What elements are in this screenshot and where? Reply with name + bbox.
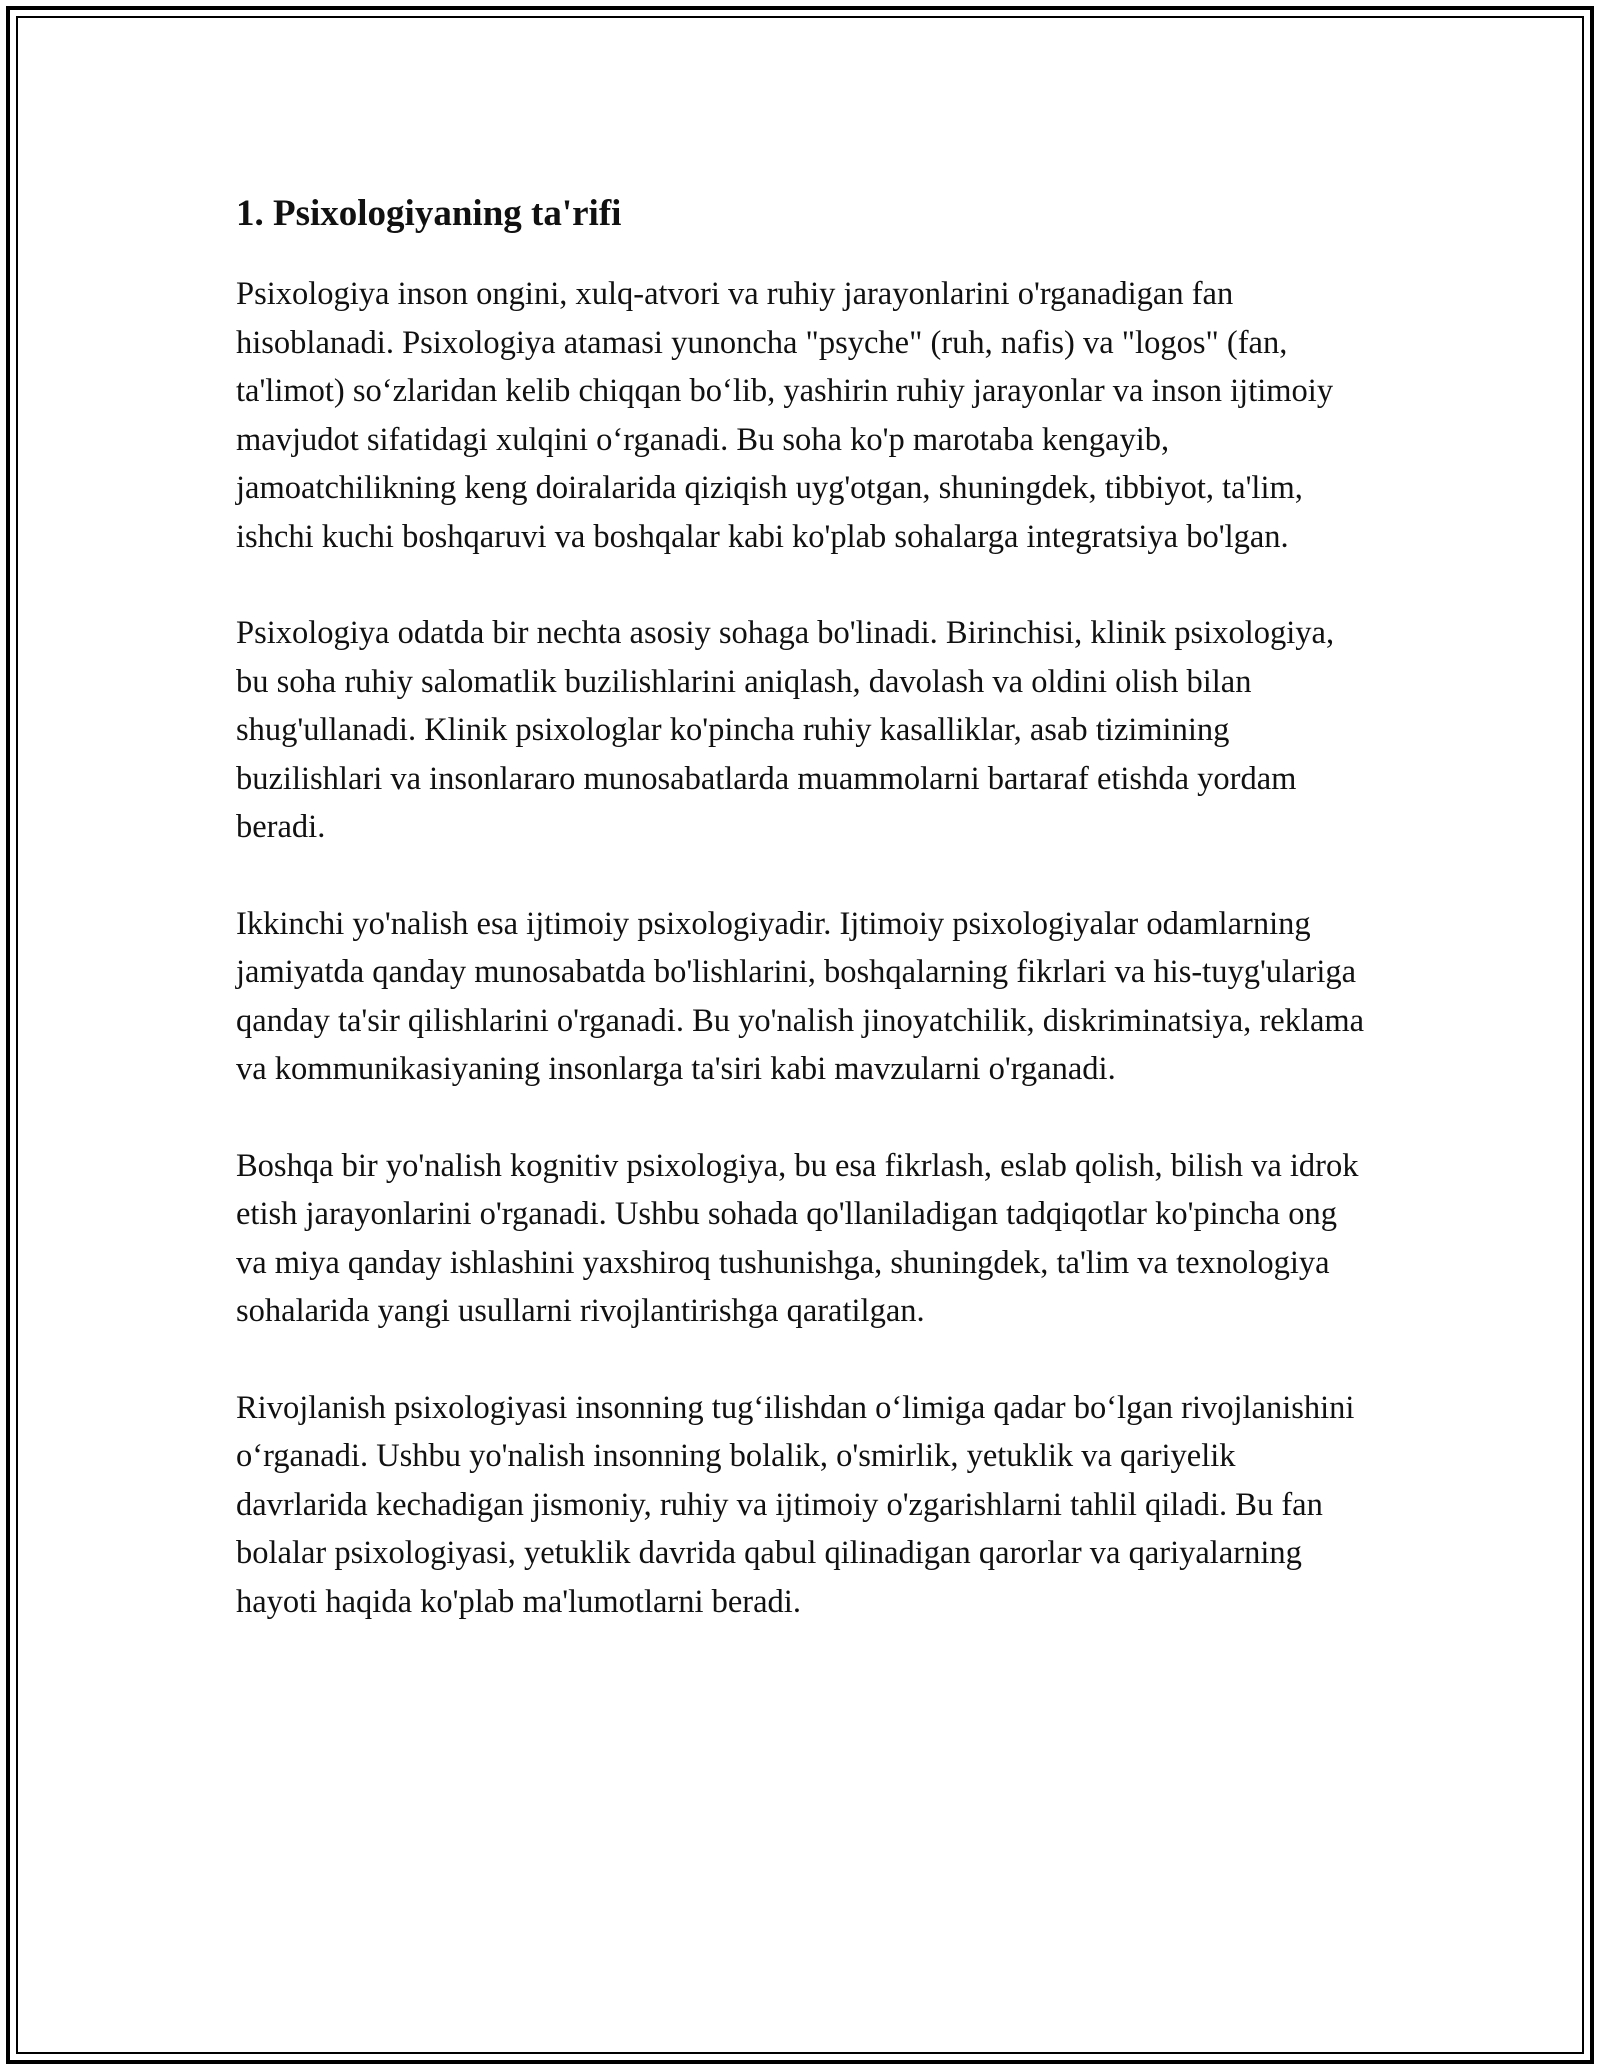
paragraph-cognitive: Boshqa bir yo'nalish kognitiv psixologiya, bu esa fikrlash, eslab qolish, bilish va idrok etish jarayonlarini o'rganadi. Ushbu sohada qo'llaniladigan tadqiqotlar ko'pincha ong va miya qanday ishlashini yaxshiroq tushunishga, shuningdek, ta'lim va texnologiya sohalarida yangi usullarni rivojlantirishga qaratilgan. [236, 1147, 1359, 1329]
section-heading: 1. Psixologiyaning ta'rifi [236, 193, 622, 234]
paragraph-clinical: Psixologiya odatda bir nechta asosiy sohaga bo'linadi. Birinchisi, klinik psixologiya, bu soha ruhiy salomatlik buzilishlarini aniqlash, davolash va oldini olish bilan shug'ullanadi. Klinik psixologlar ko'pincha ruhiy kasalliklar, asab tizimining buzilishlari va insonlararo munosabatlarda muammolarni bartaraf etishda yordam beradi. [236, 615, 1335, 845]
paragraph-social: Ikkinchi yo'nalish esa ijtimoiy psixologiyadir. Ijtimoiy psixologiyalar odamlarning jamiyatda qanday munosabatda bo'lishlarini, boshqalarning fikrlari va his-tuyg'ulariga qanday ta'sir qilishlarini o'rganadi. Bu yo'nalish jinoyatchilik, diskriminatsiya, reklama va kommunikasiyaning insonlarga ta'siri kabi mavzularni o'rganadi. [236, 905, 1365, 1087]
paragraph-developmental: Rivojlanish psixologiyasi insonning tug‘ilishdan o‘limiga qadar bo‘lgan rivojlanishini o‘rganadi. Ushbu yo'nalish insonning bolalik, o'smirlik, yetuklik va qariyelik davrlarida kechadigan jismoniy, ruhiy va ijtimoiy o'zgarishlarni tahlil qiladi. Bu fan bolalar psixologiyasi, yetuklik davrida qabul qilinadigan qarorlar va qariyalarning hayoti haqida ko'plab ma'lumotlarni beradi. [236, 1389, 1355, 1620]
document-body [236, 188, 1366, 1674]
paragraph-definition: Psixologiya inson ongini, xulq-atvori va ruhiy jarayonlarini o'rganadigan fan hisoblanadi. Psixologiya atamasi yunoncha "psyche" (ruh, nafis) va "logos" (fan, ta'limot) so‘zlaridan kelib chiqqan bo‘lib, yashirin ruhiy jarayonlar va inson ijtimoiy mavjudot sifatidagi xulqini o‘rganadi. Bu soha ko'p marotaba kengayib, jamoatchilikning keng doiralarida qiziqish uyg'otgan, shuningdek, tibbiyot, ta'lim, ishchi kuchi boshqaruvi va boshqalar kabi ko'plab sohalarga integratsiya bo'lgan. [236, 276, 1334, 555]
